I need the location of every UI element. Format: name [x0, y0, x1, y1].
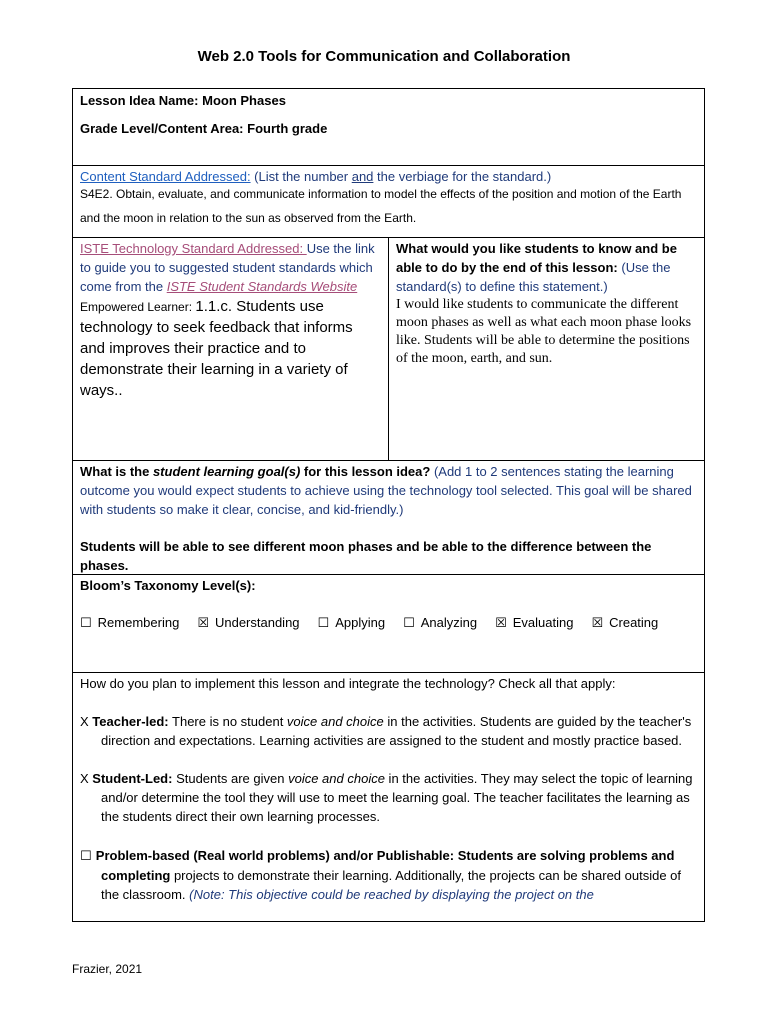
learning-goal-row	[73, 461, 704, 575]
lesson-plan-table	[72, 88, 705, 922]
bloom-item-label: Understanding	[214, 615, 300, 630]
bloom-label: Bloom’s Taxonomy Level(s):	[80, 578, 256, 593]
content-standard-instr-a: (List the number	[250, 169, 352, 184]
page-title: Web 2.0 Tools for Communication and Collaboration	[197, 48, 571, 65]
learning-goal-question	[80, 462, 697, 519]
know-answer: I would like students to communicate the different moon phases as well as what each moon phase looks like. Students will be able to determine the positions of the moon, earth, and sun.	[396, 297, 692, 366]
bloom-checkbox[interactable]: ☒	[495, 616, 507, 631]
lesson-idea-label: Lesson Idea Name:	[80, 93, 199, 108]
bloom-item-label: Remembering	[97, 615, 180, 630]
teacher-led-text-b: in the activities. Students are guided by the teacher's direction and expectations. Learning activities are assigned to the student and mostly practice based.	[101, 714, 692, 748]
bloom-checkbox[interactable]: ☐	[80, 616, 92, 631]
empowered-learner-text: 1.1.c. Students use technology to seek feedback that informs and improves their practice and to demonstrate their learning in a variety of ways..	[80, 298, 353, 399]
student-led-text-a: Students are given	[172, 771, 289, 786]
bloom-checkbox[interactable]: ☒	[197, 616, 209, 631]
grade-level-line	[80, 119, 697, 138]
student-led-option	[80, 769, 697, 826]
content-standard-text: S4E2. Obtain, evaluate, and communicate information to model the effects of the position and motion of the Earth and the moon in relation to the sun as observed from the Earth.	[80, 187, 682, 225]
learning-goal-answer: Students will be able to see different moon phases and be able to the difference between the phases.	[80, 539, 652, 573]
iste-standards-link[interactable]: ISTE Student Standards Website	[166, 279, 358, 294]
bloom-item-label: Evaluating	[512, 615, 574, 630]
implement-question: How do you plan to implement this lesson and integrate the technology? Check all that apply:	[80, 676, 616, 691]
student-led-check[interactable]: X	[80, 771, 93, 786]
bloom-checkbox[interactable]: ☒	[591, 616, 604, 631]
bloom-item-analyzing[interactable]	[403, 615, 477, 630]
goal-instr: (Add 1 to 2 sentences stating the learning outcome you would expect students to achieve using the technology tool selected. This goal will be shared with students so make it clear, concise, and kid-friendly.)	[80, 464, 692, 517]
content-standard-row	[73, 166, 704, 238]
teacher-led-label: Teacher-led:	[92, 714, 169, 729]
know-column	[389, 238, 704, 460]
bloom-checkbox[interactable]: ☐	[403, 616, 415, 631]
content-standard-instr-b: the verbiage for the standard.)	[373, 169, 552, 184]
implementation-row	[73, 673, 704, 922]
student-led-text-b: in the activities. They may select the topic of learning and/or determine the tool they will use to meet the learning goal. The teacher facilitates the learning as the students direct their own learning processes.	[101, 771, 693, 824]
bloom-item-understanding[interactable]	[197, 615, 299, 630]
know-instr: (Use the standard(s) to define this statement.)	[396, 260, 671, 294]
student-led-label: Student-Led:	[92, 771, 173, 786]
iste-know-row	[73, 238, 704, 461]
empowered-learner	[80, 296, 381, 401]
know-heading	[396, 239, 697, 296]
bloom-item-applying[interactable]	[318, 615, 386, 630]
bloom-item-evaluating[interactable]	[495, 615, 573, 630]
teacher-led-em: voice and choice	[286, 714, 384, 729]
content-standard-instr-and: and	[351, 169, 374, 184]
iste-label: ISTE Technology Standard Addressed:	[80, 241, 307, 256]
bloom-item-creating[interactable]	[591, 615, 658, 630]
student-led-em: voice and choice	[288, 771, 385, 786]
iste-instr: Use the link to guide you to suggested student standards which come from the	[80, 241, 375, 294]
iste-heading	[80, 239, 381, 296]
lesson-idea-line	[80, 91, 697, 110]
bloom-item-label: Creating	[609, 615, 659, 630]
goal-q-a: What is the	[80, 464, 153, 479]
problem-based-option	[80, 846, 697, 904]
problem-based-checkbox[interactable]: ☐	[80, 849, 96, 864]
problem-based-note: (Note: This objective could be reached by displaying the project on the	[189, 887, 594, 902]
know-question: What would you like students to know and be able to do by the end of this lesson:	[396, 241, 677, 275]
teacher-led-option	[80, 712, 697, 750]
goal-q-em: student learning goal(s)	[152, 464, 301, 479]
teacher-led-text-a: There is no student	[168, 714, 287, 729]
grade-level-value: Fourth grade	[247, 121, 328, 136]
lesson-idea-value: Moon Phases	[202, 93, 286, 108]
footer-credit: Frazier, 2021	[72, 962, 143, 976]
empowered-learner-label: Empowered Learner:	[80, 300, 196, 314]
grade-level-label: Grade Level/Content Area:	[80, 121, 244, 136]
bloom-checklist	[80, 613, 697, 633]
bloom-item-remembering[interactable]	[80, 615, 179, 630]
bloom-item-label: Analyzing	[420, 615, 478, 630]
problem-based-text: projects to demonstrate their learning. Additionally, the projects can be shared outside of the classroom.	[101, 868, 682, 902]
problem-based-label: Problem-based (Real world problems) and/or Publishable: Students are solving problems and completing	[95, 848, 675, 883]
iste-column	[73, 238, 389, 460]
teacher-led-check[interactable]: X	[80, 714, 93, 729]
bloom-item-label: Applying	[335, 615, 386, 630]
goal-q-b: for this lesson idea?	[300, 464, 431, 479]
content-standard-label: Content Standard Addressed:	[80, 169, 251, 184]
bloom-row	[73, 575, 704, 673]
bloom-checkbox[interactable]: ☐	[317, 616, 330, 631]
lesson-info-row	[73, 89, 704, 166]
